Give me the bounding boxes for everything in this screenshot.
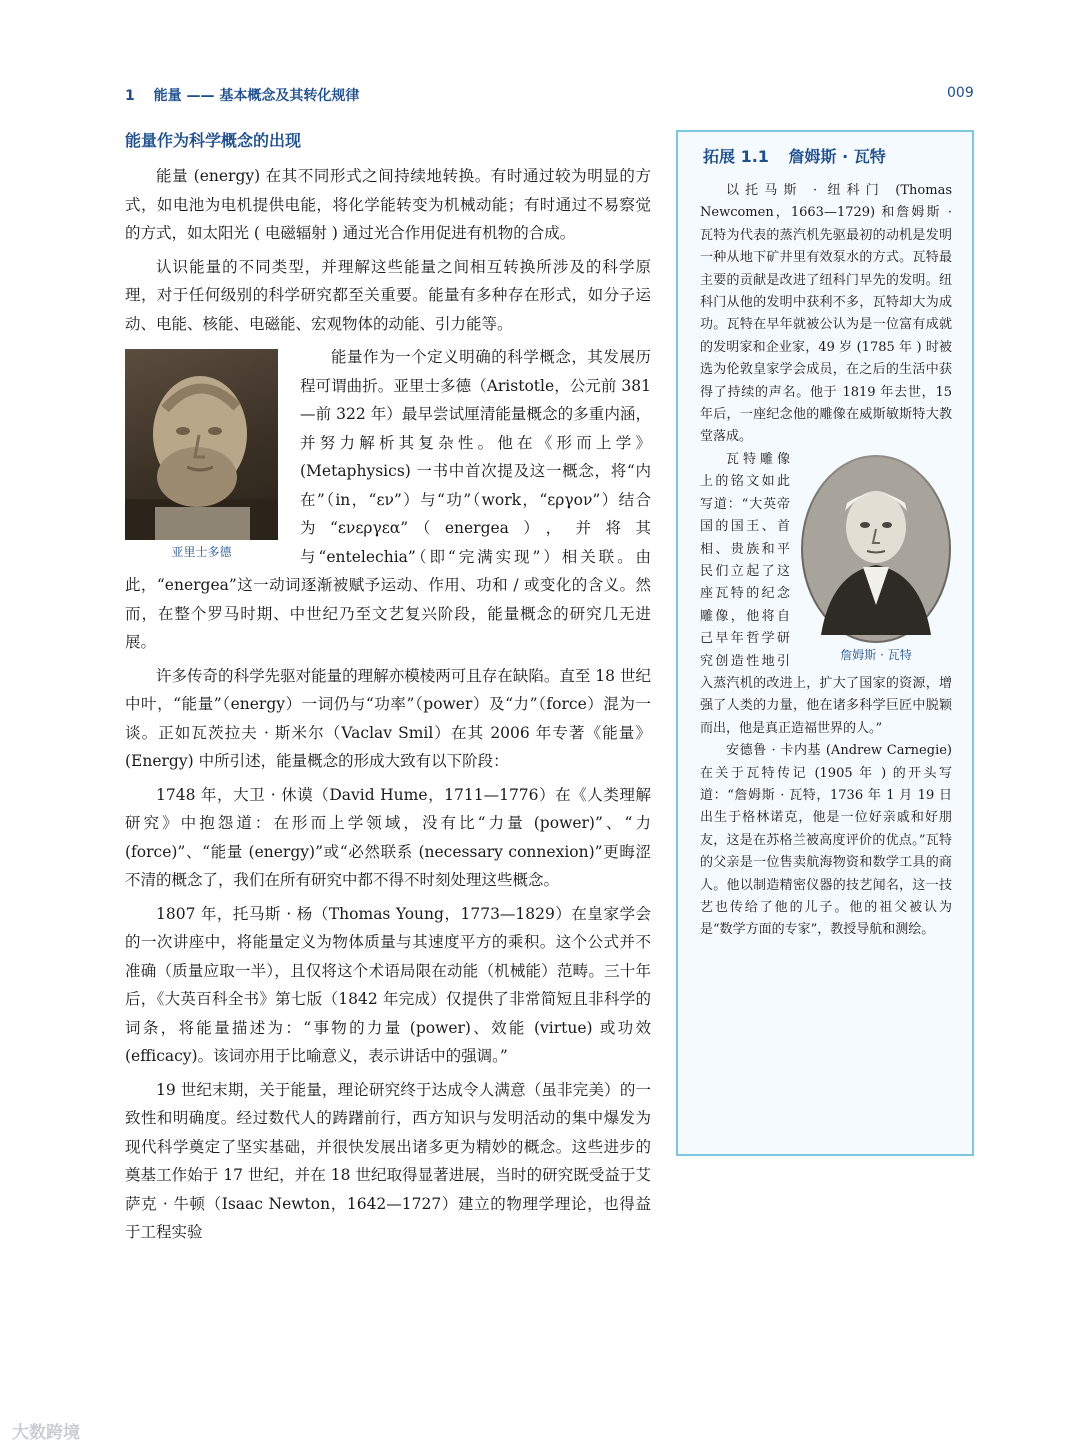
extension-box-title (703, 144, 886, 167)
body-paragraph: 能量作为一个定义明确的科学概念，其发展历程可谓曲折。亚里士多德（Aristotle，公元前 381—前 322 年）最早尝试厘清能量概念的多重内涵，并努力解析其复杂性。他在《形而上学》(Metaphysics) 一书中首次提及这一概念，将“内在”（in，“εν”）与“功”（work，“εργον”）结合为“ενεργεα”（energea），并将其与“entelechia”（即“完满实现”）相关联。由此，“energea”这一动词逐渐被赋予运动、作用、功和 / 或变化的含义。然而，在整个罗马时期、中世纪乃至文艺复兴阶段，能量概念的研究几无进展。 (125, 348, 651, 651)
watt-figure (796, 455, 956, 663)
aristotle-figure (125, 349, 278, 560)
body-paragraph: 认识能量的不同类型，并理解这些能量之间相互转换所涉及的科学原理，对于任何级别的科学研究都至关重要。能量有多种存在形式，如分子运动、电能、核能、电磁能、宏观物体的动能、引力能等。 (125, 257, 651, 333)
body-paragraph: 19 世纪末期，关于能量，理论研究终于达成令人满意（虽非完美）的一致性和明确度。经过数代人的踌躇前行，西方知识与发明活动的集中爆发为现代科学奠定了坚实基础，并很快发展出诸多更为精妙的概念。这些进步的奠基工作始于 17 世纪，并在 18 世纪取得显著进展，当时的研究既受益于艾萨克 · 牛顿（Isaac Newton，1642—1727）建立的物理学理论，也得益于工程实验 (125, 1080, 651, 1241)
extension-box-heading: 詹姆斯 · 瓦特 (788, 147, 886, 166)
watermark-logo (12, 1418, 80, 1443)
sidebar-paragraph: 安德鲁 · 卡内基 (Andrew Carnegie) 在关于瓦特传记 (1905 年 ) 的开头写道：“詹姆斯 · 瓦特，1736 年 1 月 19 日出生于格林诺克，他是一位好亲戚和好朋友，这是在苏格兰被高度评价的优点。”瓦特的父亲是一位售卖航海物资和数学工具的商人。他以制造精密仪器的技艺闻名，这一技艺也传给了他的儿子。他的祖父被认为是“数学方面的专家”，教授导航和测绘。 (700, 743, 952, 938)
aristotle-caption: 亚里士多德 (171, 545, 232, 559)
main-column (125, 162, 651, 1252)
sidebar-paragraph: 瓦特雕像上的铭文如此写道：“大英帝国的国王、首相、贵族和平民们立起了这座瓦特的纪念雕像，他将自己早年哲学研究创造性地引入蒸汽机的改进上，扩大了国家的资源，增强了人类的力量，他在诸多科学巨匠中脱颖而出，他是真正造福世界的人。” (700, 451, 952, 736)
section-heading: 能量作为科学概念的出现 (125, 131, 302, 150)
chapter-title: 能量 —— 基本概念及其转化规律 (153, 88, 360, 104)
watermark-text: 大数跨境 (12, 1423, 80, 1443)
extension-box-body (700, 180, 952, 942)
running-header (125, 85, 359, 105)
body-paragraph: 1748 年，大卫 · 休谟（David Hume，1711—1776）在《人类理解研究》中抱怨道：在形而上学领域，没有比“力量 (power)”、“力 (force)”、“能量 (energy)”或“必然联系 (necessary connexion)”更晦涩不清的概念了，我们在所有研究中都不得不时刻处理这些概念。 (125, 785, 651, 889)
chapter-number: 1 (125, 88, 135, 104)
aristotle-bust-image (125, 349, 278, 540)
body-paragraph: 能量 (energy) 在其不同形式之间持续地转换。有时通过较为明显的方式，如电池为电机提供电能，将化学能转变为机械动能；有时通过不易察觉的方式，如太阳光 ( 电磁辐射 ) 通过光合作用促进有机物的合成。 (125, 167, 651, 242)
extension-box (676, 130, 974, 1156)
body-paragraph: 1807 年，托马斯 · 杨（Thomas Young，1773—1829）在皇家学会的一次讲座中，将能量定义为物体质量与其速度平方的乘积。这个公式并不准确（质量应取一半），且仅将这个术语局限在动能（机械能）范畴。三十年后，《大英百科全书》第七版（1842 年完成）仅提供了非常简短且非科学的词条，将能量描述为：“事物的力量 (power)、效能 (virtue) 或功效 (efficacy)。该词亦用于比喻意义，表示讲话中的强调。” (125, 904, 651, 1065)
body-paragraph: 许多传奇的科学先驱对能量的理解亦模棱两可且存在缺陷。直至 18 世纪中叶，“能量”（energy）一词仍与“功率”（power）及“力”（force）混为一谈。正如瓦茨拉夫 · 斯米尔（Vaclav Smil）在其 2006 年专著《能量》(Energy) 中所引述，能量概念的形成大致有以下阶段： (125, 666, 651, 770)
page-number: 009 (947, 85, 974, 101)
watt-portrait-image (801, 455, 951, 643)
watt-caption: 詹姆斯 · 瓦特 (840, 647, 912, 662)
sidebar-paragraph: 以托马斯 · 纽科门 (Thomas Newcomen，1663—1729) 和詹姆斯 · 瓦特为代表的蒸汽机先驱最初的动机是发明一种从地下矿井里有效泵水的方式。瓦特最主要的贡献是改进了纽科门早先的发明。纽科门从他的发明中获利不多，瓦特却大为成功。瓦特在早年就被公认为是一位富有成就的发明家和企业家，49 岁 (1785 年 ) 时被选为伦敦皇家学会成员，在之后的生活中获得了持续的声名。他于 1819 年去世，15 年后，一座纪念他的雕像在威斯敏斯特大教堂落成。 (700, 183, 952, 445)
extension-box-label: 拓展 1.1 (703, 147, 769, 166)
